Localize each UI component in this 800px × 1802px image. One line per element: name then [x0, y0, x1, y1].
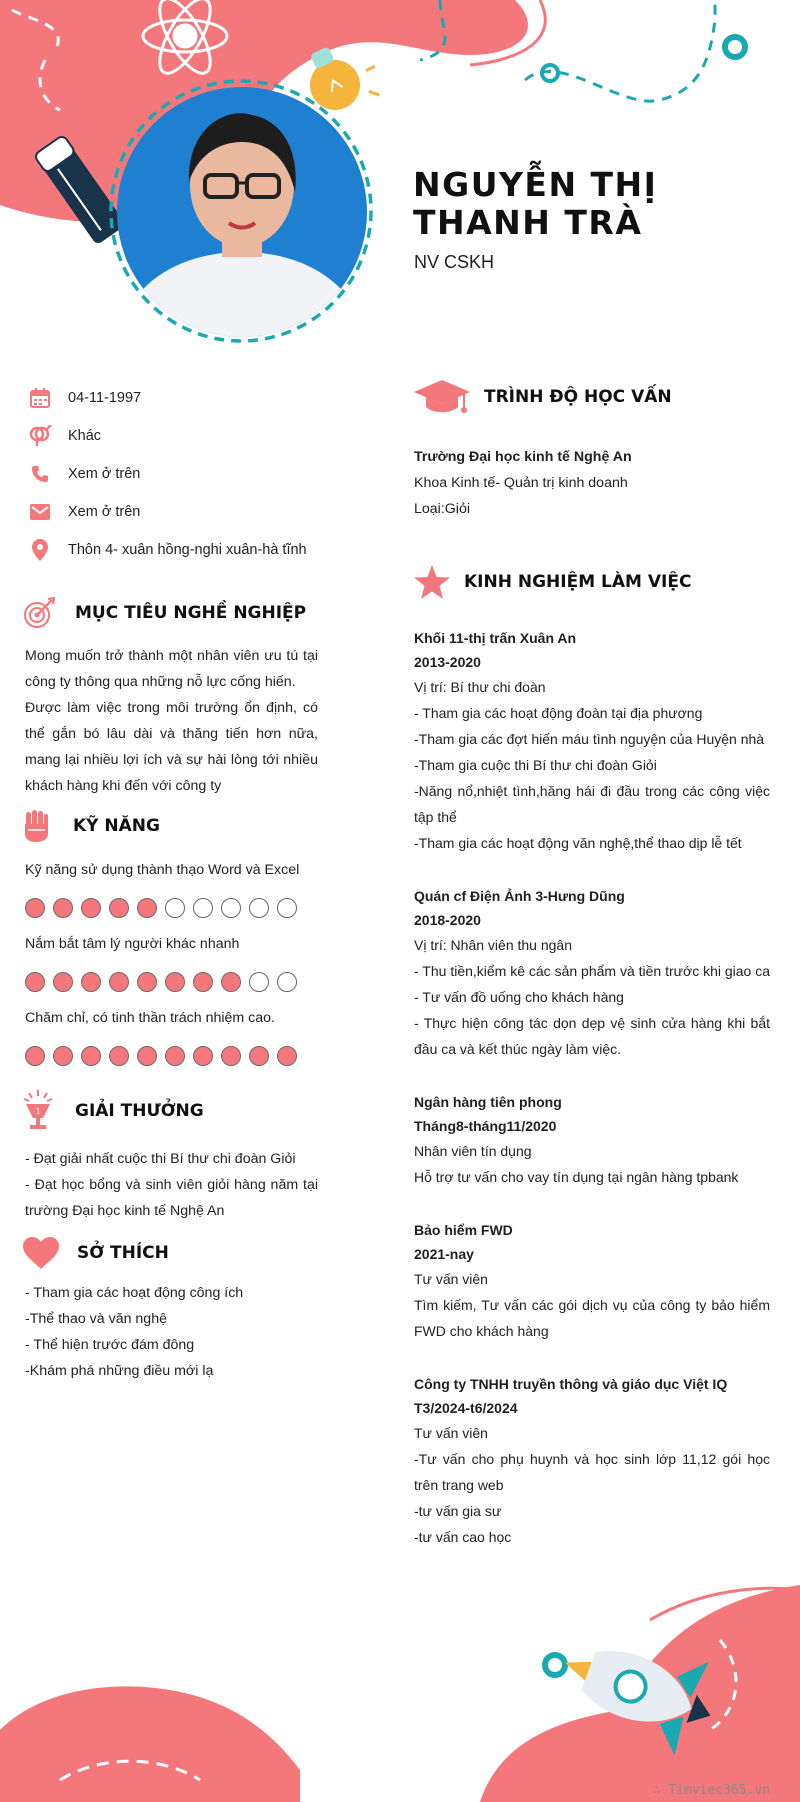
- footer-decoration: [0, 1580, 800, 1802]
- info-gender: [28, 423, 101, 449]
- experience-line: - Thực hiện công tác dọn dẹp vệ sinh cửa hàng khi bắt đầu ca và kết thúc ngày làm việc.: [414, 1015, 770, 1057]
- hobbies-title: SỞ THÍCH: [77, 1243, 169, 1263]
- experience-line: -Tham gia cuộc thi Bí thư chi đoàn Giỏi: [414, 757, 657, 773]
- rating-dot-filled: [137, 898, 157, 918]
- major: Khoa Kinh tế- Quản trị kinh doanh: [414, 475, 628, 491]
- skill-label: Chăm chỉ, có tinh thần trách nhiệm cao.: [25, 1010, 275, 1026]
- company-name: Quán cf Điện Ảnh 3-Hưng Dũng: [414, 888, 625, 904]
- period: 2013-2020: [414, 654, 481, 670]
- rating-dot-filled: [165, 972, 185, 992]
- rating-dot-filled: [25, 898, 45, 918]
- period: Tháng8-tháng11/2020: [414, 1118, 557, 1134]
- heart-icon: [23, 1237, 59, 1269]
- rating-dot-filled: [109, 1046, 129, 1066]
- info-address: [28, 537, 307, 563]
- rating-dot-filled: [109, 898, 129, 918]
- experience-title: KINH NGHIỆM LÀM VIỆC: [464, 572, 692, 592]
- rating-dot-filled: [53, 898, 73, 918]
- experience-heading: [414, 565, 691, 599]
- awards-text: [25, 1146, 318, 1224]
- rating-dot-filled: [81, 972, 101, 992]
- phone-icon: [28, 462, 52, 486]
- rating-dot-filled: [81, 1046, 101, 1066]
- experience-list: [414, 626, 770, 1578]
- rating-dot-filled: [137, 1046, 157, 1066]
- company-name: Ngân hàng tiên phong: [414, 1094, 562, 1110]
- objective-heading: [23, 597, 306, 629]
- rating-dot-empty: [193, 898, 213, 918]
- skills-heading: [23, 810, 160, 842]
- calendar-icon: [28, 386, 52, 410]
- experience-item: [414, 1218, 770, 1344]
- period: 2018-2020: [414, 912, 481, 928]
- rating-dot-filled: [53, 1046, 73, 1066]
- school-name: Trường Đại học kinh tế Nghệ An: [414, 449, 632, 465]
- hobbies-heading: [23, 1237, 169, 1269]
- education-title: TRÌNH ĐỘ HỌC VẤN: [484, 387, 672, 407]
- birthday-value: 04-11-1997: [68, 390, 142, 406]
- experience-item: [414, 1372, 770, 1550]
- awards-heading: [23, 1090, 204, 1132]
- skill-label: Nắm bắt tâm lý người khác nhanh: [25, 936, 240, 952]
- experience-line: - Tư vấn đồ uống cho khách hàng: [414, 989, 624, 1005]
- experience-line: -tư vấn gia sư: [414, 1503, 502, 1519]
- trophy-icon: [23, 1090, 53, 1132]
- rating-dot-filled: [25, 1046, 45, 1066]
- experience-line: -Tham gia các đợt hiến máu tình nguyện của Huyện nhà: [414, 731, 765, 747]
- watermark: ∴ Timviec365.vn: [652, 1783, 770, 1798]
- rating-dot-empty: [277, 898, 297, 918]
- hobby-line: -Khám phá những điều mới lạ: [25, 1363, 214, 1379]
- experience-line: - Thu tiền,kiểm kê các sản phẩm và tiền trước khi giao ca: [414, 963, 771, 979]
- rating-dot-filled: [193, 972, 213, 992]
- location-icon: [28, 538, 52, 562]
- objective-line: Được làm việc trong môi trường ổn định, có thể gắn bó lâu dài và thăng tiến hơn nữa, mang lại nhiều lợi ích và sự hài lòng tới nhiều khách hàng khi đến với công ty: [25, 700, 318, 794]
- gender-value: Khác: [68, 428, 102, 444]
- experience-line: Tìm kiếm, Tư vấn các gói dịch vụ của công ty bảo hiểm FWD cho khách hàng: [414, 1297, 770, 1339]
- rating-dot-filled: [249, 1046, 269, 1066]
- candidate-name: NGUYỄN THỊ THANH TRÀ: [413, 165, 658, 242]
- fist-icon: [23, 810, 49, 842]
- experience-line: -Tư vấn cho phụ huynh và học sinh lớp 11,12 gói học trên trang web: [414, 1451, 770, 1493]
- experience-line: -tư vấn cao học: [414, 1529, 512, 1545]
- experience-line: Vị trí: Nhân viên thu ngân: [414, 937, 572, 953]
- objective-text: [25, 643, 318, 799]
- info-email: [28, 499, 140, 525]
- info-birthday: [28, 385, 141, 411]
- company-name: Bảo hiểm FWD: [414, 1222, 513, 1238]
- rating-dot-filled: [109, 972, 129, 992]
- company-name: Khối 11-thị trấn Xuân An: [414, 630, 577, 646]
- experience-item: [414, 626, 770, 856]
- experience-item: [414, 884, 770, 1062]
- svg-text:1: 1: [35, 1107, 41, 1116]
- period: 2021-nay: [414, 1246, 474, 1262]
- star-icon: [414, 565, 450, 599]
- hobbies-text: [25, 1280, 318, 1384]
- rating-dot-filled: [81, 898, 101, 918]
- phone-value: Xem ở trên: [68, 466, 141, 482]
- awards-title: GIẢI THƯỞNG: [75, 1101, 204, 1121]
- experience-line: Vị trí: Bí thư chi đoàn: [414, 679, 546, 695]
- skill-rating: [25, 1046, 297, 1066]
- experience-line: Tư vấn viên: [414, 1425, 488, 1441]
- email-value: Xem ở trên: [68, 504, 141, 520]
- rating-dot-empty: [165, 898, 185, 918]
- skills-title: KỸ NĂNG: [73, 816, 160, 836]
- experience-item: [414, 1090, 770, 1190]
- rating-dot-filled: [165, 1046, 185, 1066]
- gender-icon: [28, 424, 52, 448]
- graduation-cap-icon: [414, 380, 470, 414]
- rating-dot-filled: [221, 972, 241, 992]
- skill-label: Kỹ năng sử dụng thành thạo Word và Excel: [25, 862, 300, 878]
- education-heading: [414, 380, 672, 414]
- rating-dot-filled: [193, 1046, 213, 1066]
- profile-photo: [117, 87, 367, 337]
- rating-dot-empty: [249, 972, 269, 992]
- rating-dot-filled: [277, 1046, 297, 1066]
- hobby-line: - Thể hiện trước đám đông: [25, 1337, 195, 1353]
- hobby-line: - Tham gia các hoạt động công ích: [25, 1285, 244, 1301]
- experience-line: Tư vấn viên: [414, 1271, 488, 1287]
- target-icon: [23, 597, 55, 629]
- objective-line: Mong muốn trở thành một nhân viên ưu tú tại công ty thông qua những nỗ lực cống hiến.: [25, 648, 318, 690]
- experience-line: Hỗ trợ tư vấn cho vay tín dụng tại ngân hàng tpbank: [414, 1169, 739, 1185]
- job-title: NV CSKH: [414, 252, 495, 272]
- award-line: - Đạt giải nhất cuộc thi Bí thư chi đoàn Giỏi: [25, 1151, 296, 1167]
- address-value: Thôn 4- xuân hồng-nghi xuân-hà tĩnh: [68, 542, 307, 558]
- objective-title: MỤC TIÊU NGHỀ NGHIỆP: [75, 603, 307, 623]
- grade: Loại:Giỏi: [414, 501, 470, 517]
- skill-rating: [25, 972, 297, 992]
- rating-dot-empty: [221, 898, 241, 918]
- experience-line: - Tham gia các hoạt động đoàn tại địa phương: [414, 705, 703, 721]
- rating-dot-filled: [221, 1046, 241, 1066]
- rating-dot-filled: [53, 972, 73, 992]
- experience-line: -Năng nổ,nhiệt tình,hăng hái đi đầu trong các công việc tập thể: [414, 783, 770, 825]
- rating-dot-empty: [277, 972, 297, 992]
- skill-rating: [25, 898, 297, 918]
- award-line: - Đạt học bổng và sinh viên giỏi hàng năm tại trường Đại học kinh tế Nghệ An: [25, 1177, 318, 1219]
- period: T3/2024-t6/2024: [414, 1400, 518, 1416]
- rating-dot-filled: [137, 972, 157, 992]
- email-icon: [28, 500, 52, 524]
- avatar: [117, 87, 367, 337]
- hobby-line: -Thể thao và văn nghệ: [25, 1311, 167, 1327]
- experience-line: -Tham gia các hoạt động văn nghệ,thể thao dịp lễ tết: [414, 835, 742, 851]
- company-name: Công ty TNHH truyền thông và giáo dục Việt IQ: [414, 1376, 728, 1392]
- experience-line: Nhân viên tín dụng: [414, 1143, 532, 1159]
- education-details: [414, 444, 632, 522]
- rating-dot-filled: [25, 972, 45, 992]
- rating-dot-empty: [249, 898, 269, 918]
- info-phone: [28, 461, 140, 487]
